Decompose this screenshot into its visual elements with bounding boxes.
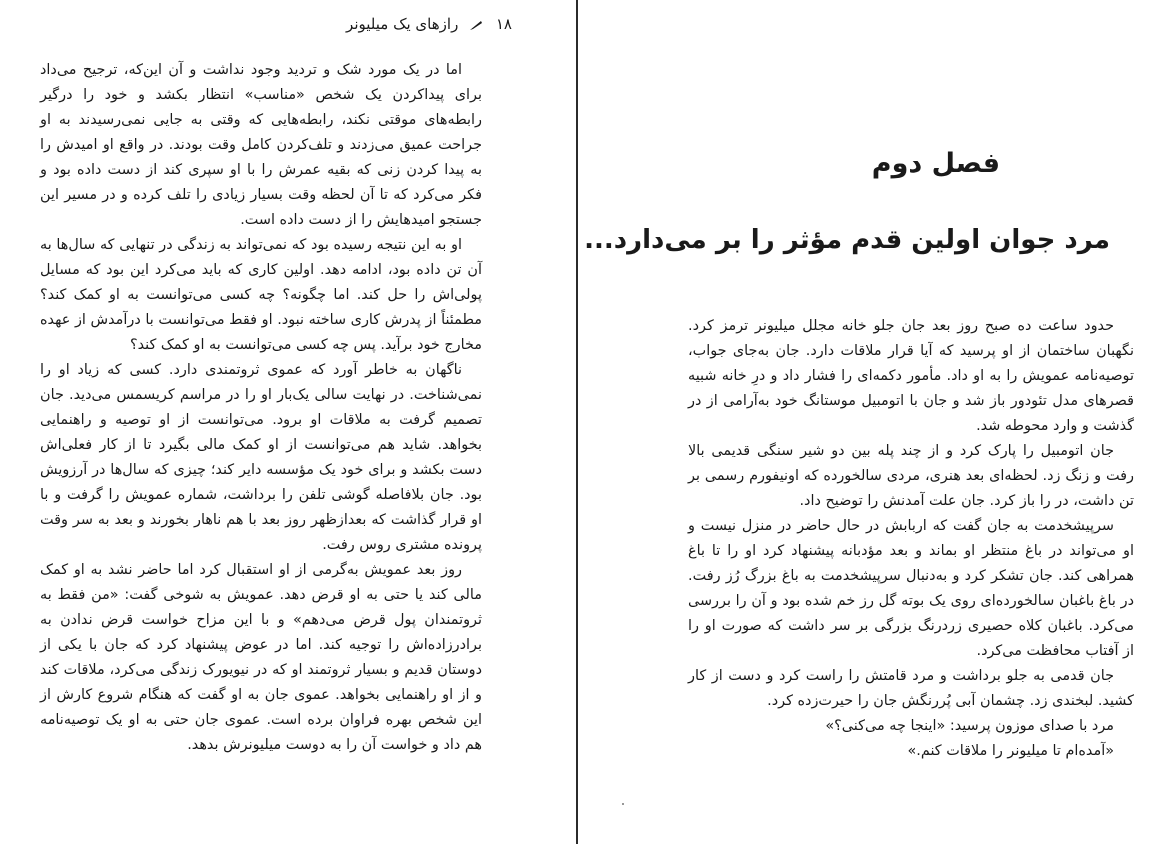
right-page — [580, 0, 1162, 844]
dialogue-line: «آمده‌ام تا میلیونر را ملاقات کنم.» — [907, 743, 1114, 759]
scan-speck — [622, 803, 624, 805]
chapter-number-text: فصل دوم — [871, 148, 1000, 179]
left-body-text — [40, 58, 482, 758]
running-head-title: رازهای یک میلیونر — [346, 15, 459, 33]
right-body-text — [688, 314, 1134, 764]
dialogue-line: مرد با صدای موزون پرسید: «اینجا چه می‌کنی؟» — [825, 718, 1114, 734]
page-number: ۱۸ — [495, 15, 512, 33]
paragraph: اما در یک مورد شک و تردید وجود نداشت و آن این‌که، ترجیح می‌داد برای پیداکردن یک شخص «مناسب» انتظار بکشد و خود را درگیر رابطه‌های موقتی نکند، رابطه‌هایی که وقتی به جایی نمی‌رسیدند به او جراحت عمیق می‌زدند و تلف‌کردن کامل وقت بودند. در واقع او امیدش را به پیدا کردن زنی که بقیه عمرش را با او سپری کند از دست داده بود و فکر می‌کرد که تا آن لحظه وقت بسیار زیادی را تلف کرده و در مسیر این جستجو امیدهایش را از دست داده است. — [40, 62, 482, 228]
paragraph: ناگهان به خاطر آورد که عموی ثروتمندی دارد. کسی که زیاد او را نمی‌شناخت. در نهایت سالی یک‌بار او را در مراسم کریسمس می‌دید. جان تصمیم گرفت به ملاقات او برود. می‌توانست از او توصیه و راهنمایی بخواهد. شاید هم می‌توانست از او کمک مالی بگیرد تا از کار فعلی‌اش دست بکشد و برای خود یک مؤسسه دایر کند؛ چیزی که سال‌ها در آرزویش بود. جان بلافاصله گوشی تلفن را برداشت، شماره عمویش را گرفت و با او قرار گذاشت که بعدازظهر روز بعد با هم ناهار بخورند و بعد به سر وقت پرونده مشتری روس رفت. — [40, 362, 482, 553]
page-gutter-divider — [576, 0, 578, 844]
chapter-title-text: مرد جوان اولین قدم مؤثر را بر می‌دارد... — [584, 225, 1110, 255]
left-page — [0, 0, 578, 844]
chapter-title — [580, 222, 1162, 258]
chapter-number — [580, 146, 1162, 182]
running-header — [60, 12, 512, 36]
quill-icon — [469, 19, 483, 31]
paragraph: سرپیشخدمت به جان گفت که اربابش در حال حاضر در منزل نیست و او می‌تواند در باغ منتظر او بماند و بعد مؤدبانه پیشنهاد کرد او را تا باغ همراهی کند. جان تشکر کرد و به‌دنبال سرپیشخدمت به باغ بزرگ رُز رفت. در باغ باغبان سالخورده‌ای روی یک بوته گل رز خم شده بود و آن را بررسی می‌کرد. باغبان کلاه حصیری زردرنگ بزرگی بر سر داشت که صورت او را از آفتاب محافظت می‌کرد. — [688, 518, 1134, 659]
paragraph: او به این نتیجه رسیده بود که نمی‌تواند به زندگی در تنهایی که سال‌ها به آن تن داده بود، ادامه دهد. اولین کاری که باید می‌کرد این بود که مسایل پولی‌اش را حل کند. اما چگونه؟ چه کسی می‌توانست به او کمک کند؟ مطمئناً از پدرش کاری ساخته نبود. او فقط می‌توانست با درآمدش از عهده مخارج خود برآید. پس چه کسی می‌توانست به او کمک کند؟ — [40, 237, 482, 353]
paragraph: جان قدمی به جلو برداشت و مرد قامتش را راست کرد و دست از کار کشید. لبخندی زد. چشمان آبی پُررنگش جان را حیرت‌زده کرد. — [688, 668, 1134, 709]
paragraph: جان اتومبیل را پارک کرد و از چند پله بین دو شیر سنگی قدیمی بالا رفت و زنگ زد. لحظه‌ای بعد هنری، مردی سالخورده که اونیفورم رسمی بر تن داشت، در را باز کرد. جان علت آمدنش را توضیح داد. — [688, 443, 1134, 509]
paragraph: روز بعد عمویش به‌گرمی از او استقبال کرد اما حاضر نشد به او کمک مالی کند یا حتی به او قرض دهد. عمویش به شوخی گفت: «من فقط به ثروتمندان پول قرض می‌دهم» و با این مزاح خواست قرض ندادن به برادرزاده‌اش را توجیه کند. اما در عوض پیشنهاد کرد که جان با یکی از دوستان قدیم و بسیار ثروتمند او که در نیویورک زندگی می‌کرد، ملاقات کند و از او راهنمایی بخواهد. عموی جان به او گفت که هنگام شروع کارش از این شخص بهره فراوان برده است. عموی جان حتی به او یک توصیه‌نامه هم داد و خواست آن را به دوست میلیونرش بدهد. — [40, 562, 482, 753]
paragraph: حدود ساعت ده صبح روز بعد جان جلو خانه مجلل میلیونر ترمز کرد. نگهبان ساختمان از او پرسید که آیا قرار ملاقات دارد. جان به‌جای جواب، توصیه‌نامه عمویش را به او داد. مأمور دکمه‌ای را فشار داد و درِ خانه شبیه قصرهای مدل تئودور باز شد و جان با اتومبیل موستانگ خود به‌آرامی از در گذشت و وارد محوطه شد. — [688, 318, 1134, 434]
